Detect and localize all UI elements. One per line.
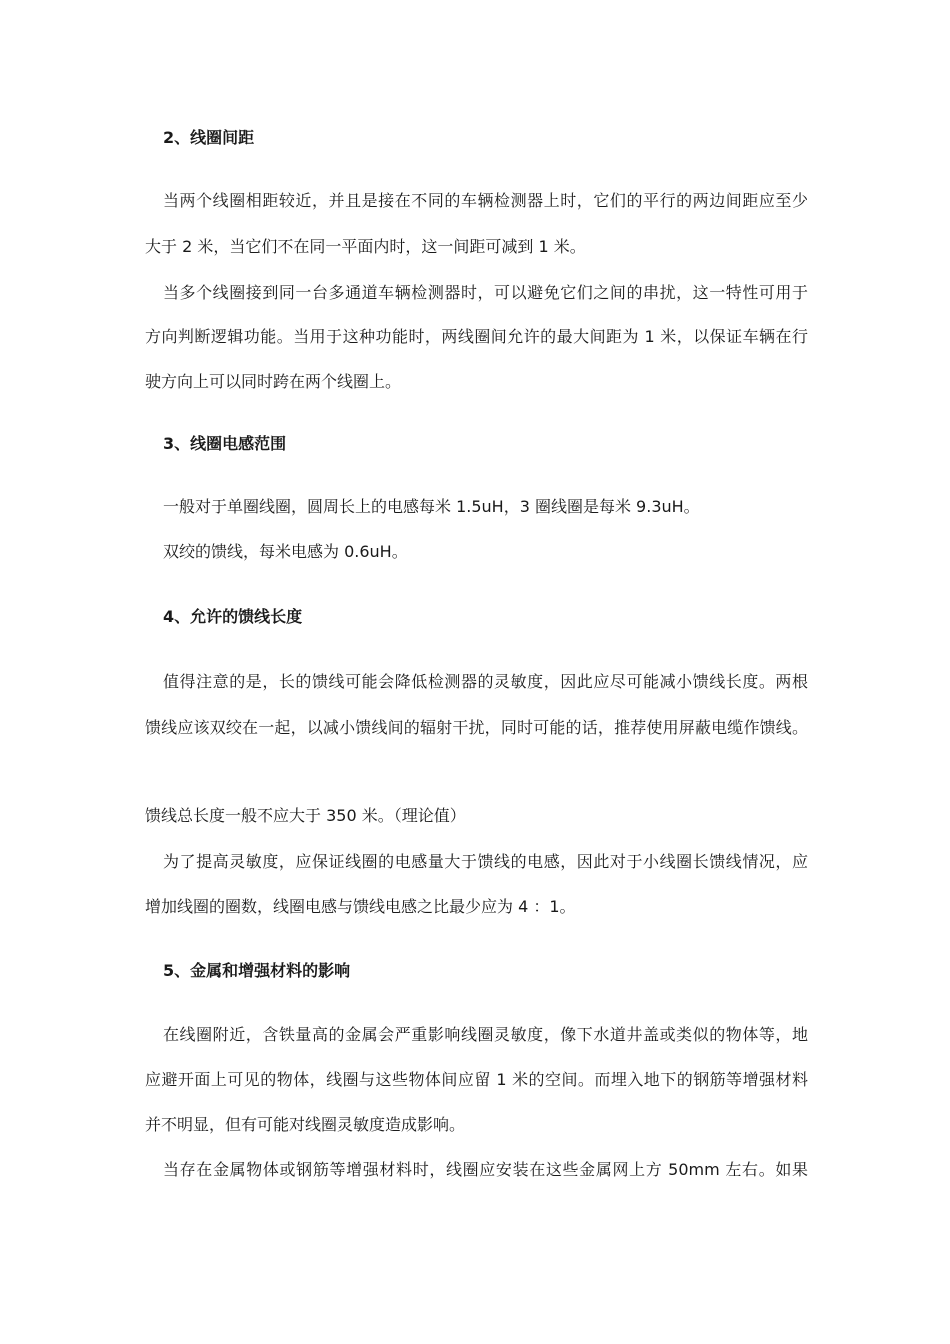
section-heading: 4、允许的馈线长度 bbox=[163, 607, 303, 626]
paragraph-line: 为了提高灵敏度，应保证线圈的电感量大于馈线的电感，因此对于小线圈长馈线情况，应 bbox=[163, 852, 808, 871]
paragraph-line: 增加线圈的圈数，线圈电感与馈线电感之比最少应为 4 ：1。 bbox=[145, 897, 576, 916]
paragraph-line: 馈线总长度一般不应大于 350 米。（理论值） bbox=[145, 806, 466, 825]
paragraph-line: 应避开面上可见的物体，线圈与这些物体间应留 1 米的空间。而埋入地下的钢筋等增强材料 bbox=[145, 1070, 808, 1089]
section-heading: 3、线圈电感范围 bbox=[163, 434, 287, 453]
paragraph-line: 在线圈附近，含铁量高的金属会严重影响线圈灵敏度，像下水道井盖或类似的物体等，地 bbox=[163, 1025, 808, 1044]
paragraph-line: 馈线应该双绞在一起，以减小馈线间的辐射干扰，同时可能的话，推荐使用屏蔽电缆作馈线。 bbox=[145, 718, 808, 737]
paragraph-line: 值得注意的是，长的馈线可能会降低检测器的灵敏度，因此应尽可能减小馈线长度。两根 bbox=[163, 672, 808, 691]
paragraph-line: 并不明显，但有可能对线圈灵敏度造成影响。 bbox=[145, 1115, 466, 1134]
section-heading: 2、线圈间距 bbox=[163, 128, 255, 147]
paragraph-line: 驶方向上可以同时跨在两个线圈上。 bbox=[145, 372, 402, 391]
paragraph-line: 当存在金属物体或钢筋等增强材料时，线圈应安装在这些金属网上方 50mm 左右。如果 bbox=[163, 1160, 808, 1179]
paragraph-line: 方向判断逻辑功能。当用于这种功能时，两线圈间允许的最大间距为 1 米，以保证车辆在行 bbox=[145, 327, 808, 346]
section-heading: 5、金属和增强材料的影响 bbox=[163, 961, 351, 980]
paragraph-line: 大于 2 米，当它们不在同一平面内时，这一间距可减到 1 米。 bbox=[145, 237, 586, 256]
paragraph-line: 当两个线圈相距较近，并且是接在不同的车辆检测器上时，它们的平行的两边间距应至少 bbox=[163, 191, 808, 210]
paragraph-line: 一般对于单圈线圈，圆周长上的电感每米 1.5uH，3 圈线圈是每米 9.3uH。 bbox=[163, 497, 700, 516]
paragraph-line: 当多个线圈接到同一台多通道车辆检测器时，可以避免它们之间的串扰，这一特性可用于 bbox=[163, 283, 808, 302]
paragraph-line: 双绞的馈线，每米电感为 0.6uH。 bbox=[163, 542, 408, 561]
